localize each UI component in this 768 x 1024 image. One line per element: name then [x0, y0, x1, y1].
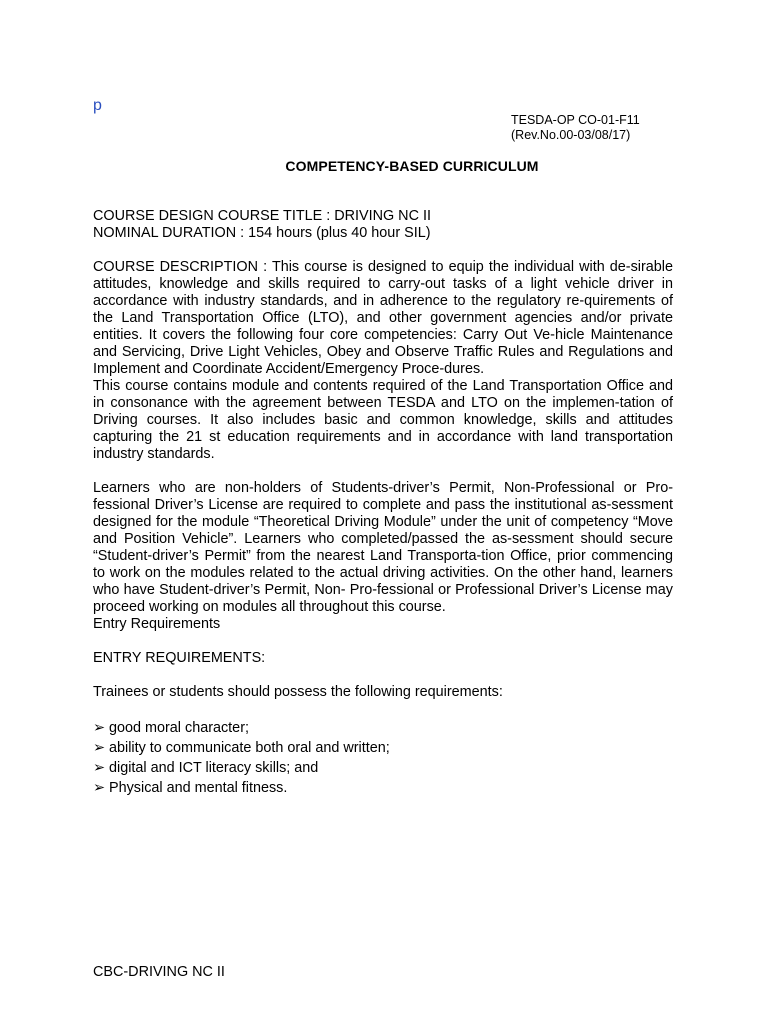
course-description: COURSE DESCRIPTION : This course is designed to equip the individual with de-sirable attitudes, knowledge and skills required to carry-out tasks of a light vehicle driver in accordance with industry standards, and in adherence to the regulatory re-quirements of the Land Transportation Office (LTO), and other government agencies and/or private entities. It covers the following four core competencies: Carry Out Ve-hicle Maintenance and Servicing, Drive Light Vehicles, Obey and Observe Traffic Rules and Regulations and Implement and Coordinate Accident/Emergency Proce-dures. — [93, 259, 673, 377]
list-item — [93, 718, 673, 738]
document-body — [93, 208, 673, 798]
course-title: COURSE DESIGN COURSE TITLE : DRIVING NC II — [93, 208, 431, 224]
list-item — [93, 778, 673, 798]
requirement-text: good moral character; — [109, 720, 249, 736]
nominal-duration: NOMINAL DURATION : 154 hours (plus 40 hour SIL) — [93, 225, 431, 241]
form-code-number: TESDA-OP CO-01-F11 — [511, 113, 640, 127]
page-marker: p — [93, 97, 102, 114]
requirement-text: ability to communicate both oral and written; — [109, 740, 390, 756]
requirement-text: Physical and mental fitness. — [109, 780, 288, 796]
arrow-bullet-icon: ➢ — [93, 740, 106, 756]
arrow-bullet-icon: ➢ — [93, 760, 106, 776]
list-item — [93, 758, 673, 778]
learners-paragraph: Learners who are non-holders of Students-driver’s Permit, Non-Professional or Pro-fessional Driver’s License are required to complete and pass the institutional as-sessment designed for the module “Theoretical Driving Module” under the unit of competency “Move and Position Vehicle”. Learners who completed/passed the as-sessment should secure “Student-driver’s Permit” from the nearest Land Transporta-tion Office, prior commencing to work on the modules related to the actual driving activities. On the other hand, learners who have Student-driver’s Permit, Non- Pro-fessional or Professional Driver’s License may proceed working on modules all throughout this course. — [93, 480, 673, 615]
arrow-bullet-icon: ➢ — [93, 720, 106, 736]
entry-requirements-label: Entry Requirements — [93, 616, 221, 632]
list-item — [93, 738, 673, 758]
form-code — [511, 113, 640, 143]
course-description-continued: This course contains module and contents required of the Land Transportation Office and in consonance with the agreement between TESDA and LTO on the implemen-tation of Driving courses. It also includes basic and common knowledge, skills and attitudes capturing the 21 st education requirements and in accordance with land transportation industry standards. — [93, 378, 673, 462]
entry-requirements-heading: ENTRY REQUIREMENTS: — [93, 650, 266, 666]
trainees-intro: Trainees or students should possess the following requirements: — [93, 684, 503, 700]
arrow-bullet-icon: ➢ — [93, 780, 106, 796]
requirements-list — [93, 718, 673, 798]
page-footer: CBC-DRIVING NC II — [93, 964, 225, 980]
document-title: COMPETENCY-BASED CURRICULUM — [285, 158, 539, 174]
form-code-revision: (Rev.No.00-03/08/17) — [511, 128, 631, 142]
requirement-text: digital and ICT literacy skills; and — [109, 760, 319, 776]
